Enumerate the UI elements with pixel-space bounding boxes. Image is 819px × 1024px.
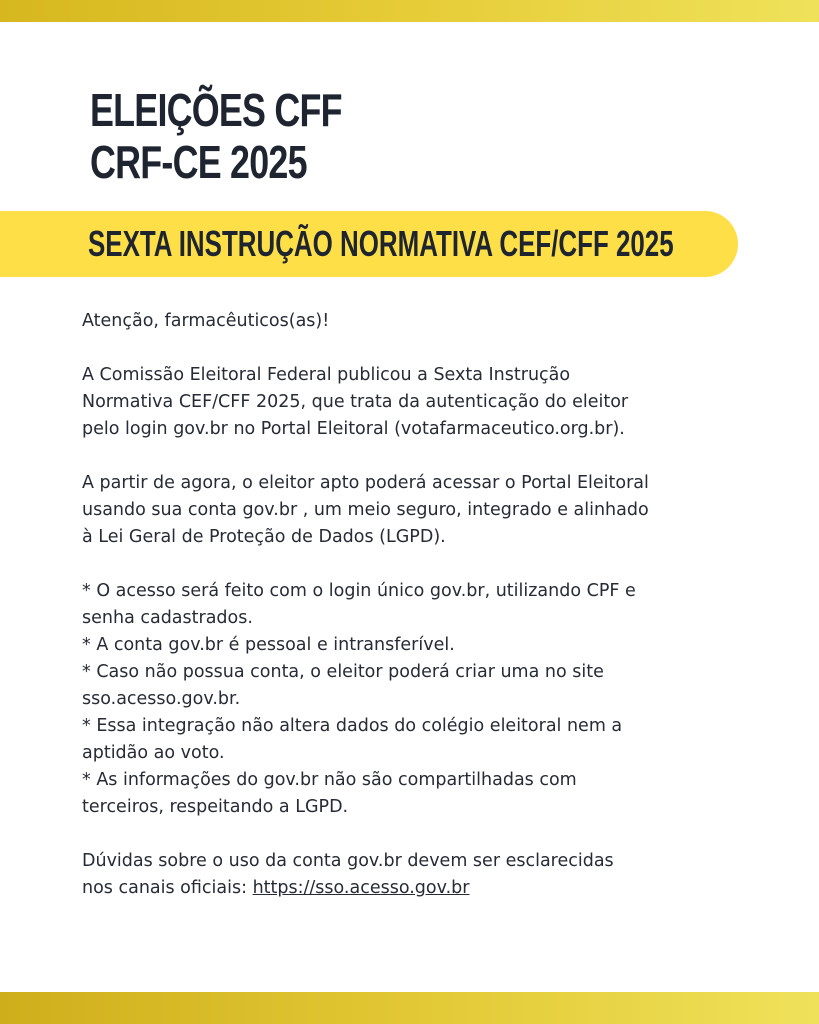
gov-br-link[interactable]: https://sso.acesso.gov.br: [252, 878, 470, 898]
closing-line-2: [82, 875, 742, 902]
bullet-line: sso.acesso.gov.br.: [82, 689, 241, 709]
bottom-decorative-bar: [0, 992, 819, 1024]
paragraph2-line: A partir de agora, o eleitor apto poderá acessar o Portal Eleitoral: [82, 473, 649, 493]
bullet-line: * O acesso será feito com o login único gov.br, utilizando CPF e: [82, 581, 636, 601]
bullet-line: * A conta gov.br é pessoal e intransferível.: [82, 635, 455, 655]
closing-line-1: Dúvidas sobre o uso da conta gov.br devem ser esclarecidas: [82, 851, 614, 871]
closing-prefix: nos canais oficiais:: [82, 878, 253, 898]
subtitle-banner: [0, 211, 738, 277]
bullet-line: senha cadastrados.: [82, 608, 253, 628]
bullet-line: terceiros, respeitando a LGPD.: [82, 797, 349, 817]
paragraph2-line: à Lei Geral de Proteção de Dados (LGPD).: [82, 527, 446, 547]
page-title: [90, 84, 342, 188]
paragraph2-line: usando sua conta gov.br , um meio seguro, integrado e alinhado: [82, 500, 649, 520]
bullet-line: * Essa integração não altera dados do colégio eleitoral nem a: [82, 716, 623, 736]
paragraph1-line: Normativa CEF/CFF 2025, que trata da autenticação do eleitor: [82, 392, 629, 412]
paragraph1-line: pelo login gov.br no Portal Eleitoral (votafarmaceutico.org.br).: [82, 419, 625, 439]
bullet-line: aptidão ao voto.: [82, 743, 225, 763]
greeting: Atenção, farmacêuticos(as)!: [82, 311, 330, 331]
bullet-line: * Caso não possua conta, o eleitor poderá criar uma no site: [82, 662, 604, 682]
title-line-2: CRF-CE 2025: [90, 136, 307, 188]
top-decorative-bar: [0, 0, 819, 22]
announcement-body: [82, 308, 742, 902]
bullet-line: * As informações do gov.br não são compartilhadas com: [82, 770, 577, 790]
paragraph1-line: A Comissão Eleitoral Federal publicou a Sexta Instrução: [82, 365, 571, 385]
banner-title: SEXTA INSTRUÇÃO NORMATIVA CEF/CFF 2025: [88, 223, 674, 264]
title-line-1: ELEIÇÕES CFF: [90, 84, 342, 136]
